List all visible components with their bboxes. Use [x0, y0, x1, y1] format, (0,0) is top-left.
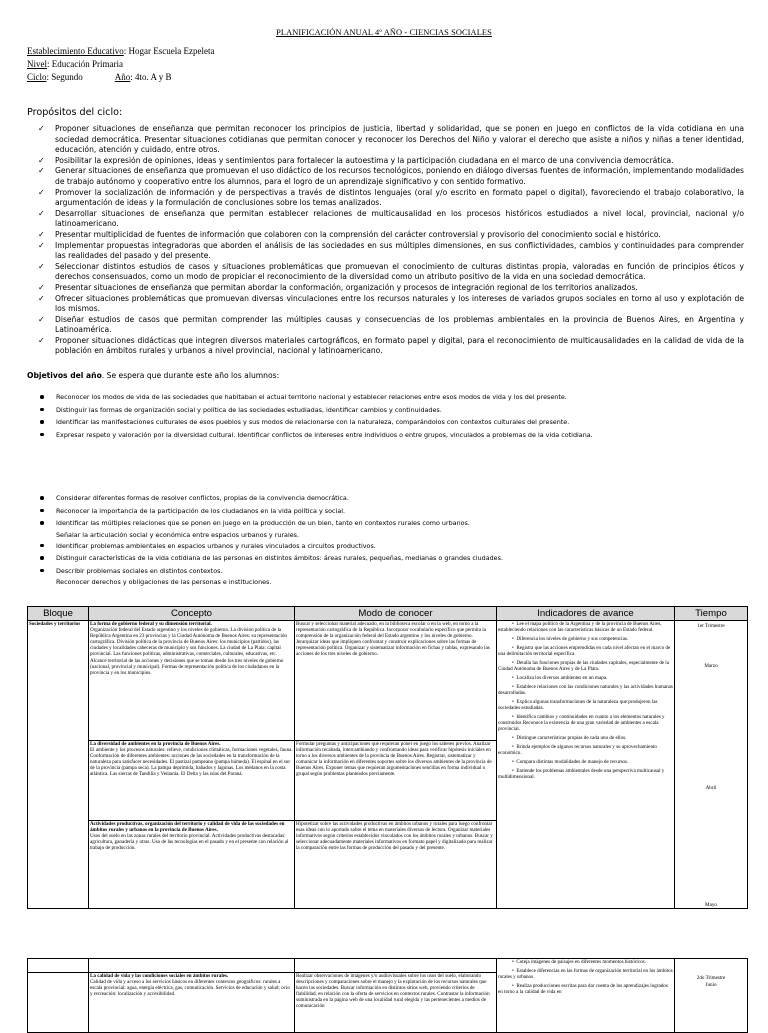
- modo-cell: Realizar observaciones de imágenes y/o audiovisuales sobre los usos del suelo, elaborando descripciones y comparaciones sobre el manejo y la explotación de los recursos naturales que hacen las sociedades. Buscar información en distintos sitios web, proviendo criterios de fiabilidad, en relación con la oferta de servicios en contextos rurales. Contrastar la información suministrada en la página web de una localidad rural elegida y las pertenecientes a medios de comunicación: [295, 973, 497, 1033]
- objectives-list-2: [40, 492, 740, 587]
- planning-table-continued: [27, 958, 748, 1033]
- objectives-heading-rest: . Se espera que durante este año los alumnos:: [101, 371, 280, 380]
- header-bloque: Bloque: [28, 607, 89, 621]
- purpose-item: ✓ Desarrollar situaciones de enseñanza que permitan establecer relaciones de multicausalidad en los procesos históricos estudiados a nivel local, provincial, nacional y/o latinoamericano.: [38, 208, 744, 229]
- bullet-icon: •: [512, 759, 517, 765]
- indicator-item: • Entiende los problemas ambientales desde una perspectiva multicausal y multidimensional.: [498, 768, 665, 780]
- bullet-icon: •: [512, 645, 517, 651]
- purpose-item: ✓ Posibilitar la expresión de opiniones, ideas y sentimientos para fortalecer la autoestima y la participación ciudadana en el marco de una convivencia democrática.: [38, 155, 674, 165]
- indicator-item: • Establece diferencias en las formas de organización territorial en los ámbitos rurales y urbanos.: [498, 968, 673, 980]
- table-row: [28, 959, 748, 973]
- indicator-item: • Registra que las acciones emprendidas en cada nivel afectan en el marco de una delimitación territorial específica.: [498, 645, 671, 657]
- indicator-item: • Detalla las funciones propias de las ciudades capitales, especialmente de la Ciudad Autónoma de Buenos Aires y de La Plata.: [498, 660, 669, 672]
- establecimiento-line: [27, 46, 214, 56]
- bullet-icon: [40, 556, 44, 560]
- ciclo-line: [27, 72, 172, 82]
- concepto-cell: [89, 959, 295, 973]
- indicator-item: • Realiza producciones escritas para dar cuenta de los aprendizajes logrados en torno a la calidad de vida en: [498, 983, 668, 995]
- ciclo-value: : Segundo: [46, 72, 83, 82]
- nivel-line: [27, 59, 123, 69]
- tiempo-cell: [675, 621, 748, 909]
- anio-value: : 4to. A y B: [130, 72, 172, 82]
- tiempo-cell: [675, 959, 748, 1033]
- header-tiempo: Tiempo: [675, 607, 748, 621]
- nivel-value: : Educación Primaria: [47, 59, 123, 69]
- purpose-item: ✓ Presentar situaciones de enseñanza que permitan abordar la conformación, organización y procesos de integración regional de los territorios analizados.: [38, 282, 638, 292]
- bullet-icon: •: [512, 714, 517, 720]
- checkmark-icon: ✓: [38, 293, 45, 303]
- nivel-label: Nivel: [27, 59, 47, 69]
- bullet-icon: [40, 521, 44, 525]
- modo-cell: Buscar y seleccionar material adecuado, en la biblioteca escolar o en la web, en torno a la representación cartográfica de la República. Incorporar vocabulario específico que permita la comprensión de la organización federal del Estado argentino y los niveles de gobierno. Jerarquizar ideas que impliquen confrontar y construir explicaciones sobre las formas de representación política. Organizar y sistematizar información en fichas y tablas, expresando las acciones de los tres niveles de gobierno.: [295, 621, 497, 741]
- modo-cell: Hipotetizar sobre las actividades productivas en ámbitos urbanos y rurales para luego confrontar esas ideas con lo aportado sobre el tema en materiales diversos de lectura. Organizar materiales informativos según criterios establecidos vinculados con los ámbitos rurales y urbanos. Buscar y seleccionar adecuadamente materiales informativos en formato papel y digitalizado para realizar la comparación entre las formas de producción del pasado y del presente.: [295, 821, 497, 909]
- ciclo-label: Ciclo: [27, 72, 47, 82]
- concepto-cell: La calidad de vida y las condiciones sociales en ámbitos rurales. Calidad de vida y acceso a los servicios básicos en diferentes contextos geográficos: rurales a escala provincial: agua, energía eléctrica, gas, comunicación. Servicios de educación y salud; ocio y recreación: localización y accesibilidad.: [89, 973, 295, 1033]
- header-indicadores: Indicadores de avance: [497, 607, 675, 621]
- bullet-icon: [40, 395, 44, 399]
- checkmark-icon: ✓: [38, 240, 45, 250]
- bullet-icon: •: [512, 768, 517, 774]
- anio-label: Año: [114, 72, 131, 82]
- checkmark-icon: ✓: [38, 166, 45, 176]
- purpose-item: ✓ Seleccionar distintos estudios de casos y situaciones problemáticas que promuevan el conocimiento de culturas distintas propia, valoradas en función de principios éticos y derechos consensuados, como un modo de propiciar el reconocimiento de la diversidad como un atributo positivo de la vida en una sociedad democrática.: [38, 261, 744, 282]
- objective-item: Expresar respeto y valoración por la diversidad cultural. Identificar conflictos de intereses entre individuos o entre grupos, vinculados a problemas de la vida cotidiana.: [40, 429, 740, 442]
- concepto-cell: Actividades productivas, organización del territorio y calidad de vida de las sociedades en ámbitos rurales y urbanos en la provincia de Buenos Aires. Usos del suelo en las zonas rurales del territorio provincial. Actividades productivas destacadas: agricultura, ganadería y otras. Uso de las tecnologías en el pasado y en el presente con relación al trabajo de producción.: [89, 821, 295, 909]
- purpose-item: ✓ Proponer situaciones didácticas que integren diversos materiales cartográficos, en formato papel y digital, para el reconocimiento de multicausalidades en la calidad de vida de la población en ámbitos rurales y urbanos a nivel provincial, nacional y latinoamericano.: [38, 335, 744, 356]
- bullet-icon: [40, 569, 44, 573]
- indicator-item: • Compara distintas modalidades de manejo de recursos.: [498, 759, 673, 765]
- bullet-icon: •: [512, 699, 517, 705]
- checkmark-icon: ✓: [38, 282, 45, 292]
- bullet-icon: •: [512, 660, 517, 666]
- objectives-heading: [27, 371, 279, 380]
- modo-cell: [295, 959, 497, 973]
- bullet-icon: [40, 544, 44, 548]
- modo-cell: Formular preguntas y anticipaciones que requieran poner en juego los saberes previos. Analizar información recabada, intercambiando y confrontando ideas para verificar hipótesis iniciales en torno a los diversos ambientes de la provincia de Buenos Aires. Registrar, sistematizar y comunicar la información en diferentes soportes sobre los diversos ambientes de la provincia de Buenos Aires. Exponer temas que requieran argumentaciones sencillas en forma individual o grupal según problemas planteados previamente.: [295, 741, 497, 821]
- purpose-item: ✓ Diseñar estudios de casos que permitan comprender las múltiples causas y consecuencias de los problemas ambientales en la provincia de Buenos Aires, en Argentina y Latinoamérica.: [38, 314, 744, 335]
- indicator-item: • Localiza los diversos ambientes en un mapa.: [498, 675, 673, 681]
- establecimiento-label: Establecimiento Educativo: [27, 46, 124, 56]
- document-title: PLANIFICACIÓN ANUAL 4º AÑO - CIENCIAS SOCIALES: [276, 28, 492, 37]
- indicator-item: • Lee el mapa político de la Argentina y de la provincia de Buenos Aires, estableciendo relaciones con las características básicas de un Estado federal.: [498, 621, 662, 633]
- objective-continuation: Señalar la articulación social y económica entre espacios urbanos y rurales.: [56, 530, 300, 539]
- purpose-item: ✓ Implementar propuestas integradoras que aborden el análisis de las sociedades en sus múltiples dimensiones, en sus conflictividades, cambios y continuidades para comprender las realidades del pasado y del presente.: [38, 240, 744, 261]
- bullet-icon: •: [512, 675, 517, 681]
- indicator-item: • Diferencia los niveles de gobierno y sus competencias.: [498, 636, 673, 642]
- objective-item: Identificar problemas ambientales en espacios urbanos y rurales vinculados a circuitos productivos.: [40, 540, 740, 553]
- header-modo-de-conocer: Modo de conocer: [295, 607, 497, 621]
- objective-item: Identificar las manifestaciones culturales de esos pueblos y sus modos de relacionarse con la naturaleza, comparándolos con contextos culturales del presente.: [40, 416, 740, 429]
- indicadores-cell: [497, 621, 675, 909]
- bullet-icon: •: [512, 744, 517, 750]
- bloque-cell: Sociedades y territorios: [28, 621, 89, 909]
- objective-continuation: Reconocer derechos y obligaciones de las personas e instituciones.: [56, 578, 272, 586]
- bloque-cell: [28, 959, 89, 973]
- tiempo-abril: Abril: [705, 785, 717, 791]
- tiempo-mayo: Mayo: [705, 902, 717, 908]
- concepto-cell: La forma de gobierno federal y su dimensión territorial. Organización federal del Estado argentino y los niveles de gobierno. La división política de la República Argentina en 23 provincias y la Ciudad Autónoma de Buenos Aires: su representación cartográfica. División política de la provincia de Buenos Aires: los municipios (partidos), las ciudades y localidades cabeceras de municipio y sus funciones. La ciudad de La Plata: capital provincial. Las funciones políticas, administrativas, comerciales, culturales, educativas, etc. Alcance territorial de las acciones y decisiones que se toman desde los tres niveles de gobierno (nacional, provincial y municipal). Formas de representación política de los ciudadanos en la provincia y en los municipios.: [89, 621, 295, 741]
- header-concepto: Concepto: [89, 607, 295, 621]
- checkmark-icon: ✓: [38, 187, 45, 197]
- objective-item: Distinguir características de la vida cotidiana de las personas en distintos ámbitos: áreas rurales, pequeñas, medianas o grandes ciudades.: [40, 552, 740, 565]
- checkmark-icon: ✓: [38, 335, 45, 345]
- objective-item: Describir problemas sociales en distintos contextos. Reconocer derechos y obligaciones de las personas e instituciones.: [40, 565, 740, 588]
- checkmark-icon: ✓: [38, 155, 45, 165]
- purposes-heading: Propósitos del ciclo:: [27, 107, 123, 118]
- tiempo-marzo: Marzo: [704, 663, 718, 669]
- purpose-item: ✓ Presentar multiplicidad de fuentes de información que colaboren con la comprensión del carácter controversial y provisorio del conocimiento social e histórico.: [38, 229, 661, 239]
- indicator-item: • Establece relaciones con las condiciones naturales y las actividades humanas desarrolladas.: [498, 684, 673, 696]
- purpose-item: ✓ Proponer situaciones de enseñanza que permitan reconocer los principios de justicia, libertad y solidaridad, que se ponen en juego en conflictos de la vida cotidiana en una sociedad democrática. Presentar situaciones cotidianas que permitan conocer y reconocer los Derechos del Niño y valorar el derecho que asiste a niños y niñas a tener identidad, educación, atención y cuidado, entre otros.: [38, 124, 744, 155]
- concepto-cell: La diversidad de ambientes en la provincia de Buenos Aires. El ambiente y los procesos naturales: relieve, condiciones climáticas, formaciones vegetales, fauna. Conformación de diferentes ambientes: acciones de las sociedades en la transformación de la naturaleza para satisfacer necesidades. El pastizal pampeano (pampa húmeda). El espinal en el sur de la provincia (pampa seca). La pampa deprimida, bañados y lagunas. Los médanos en la costa atlántica. Las sierras de Tandilia y Ventania. El Delta y las islas del Paraná.: [89, 741, 295, 821]
- objective-item: Considerar diferentes formas de resolver conflictos, propias de la convivencia democrática.: [40, 492, 740, 505]
- tiempo-junio: Junio: [705, 982, 717, 988]
- bullet-icon: •: [512, 621, 517, 627]
- establecimiento-value: : Hogar Escuela Ezpeleta: [123, 46, 215, 56]
- purpose-item: ✓ Generar situaciones de enseñanza que promuevan el uso didáctico de los recursos tecnológicos, poniendo en diálogo diversas fuentes de información, implementando modalidades de trabajo autónomo y cooperativo entre los alumnos, para el logro de un aprendizaje significativo y con sentido formativo.: [38, 166, 744, 186]
- bullet-icon: •: [512, 735, 517, 741]
- tiempo-trimestre: 2do Trimestre: [696, 975, 726, 981]
- bullet-icon: [40, 433, 44, 437]
- indicator-item: • Coteja imágenes de paisajes en diferentes momentos históricos.: [498, 959, 673, 965]
- purpose-item: ✓ Promover la socialización de información y de perspectivas a través de distintos lenguajes (oral y/o escrito en formato papel o digital), favoreciendo el trabajo colaborativo, la argumentación de ideas y la formulación de conclusiones sobre los temas analizados.: [38, 187, 744, 208]
- bullet-icon: [40, 509, 44, 513]
- bullet-icon: •: [512, 968, 517, 974]
- checkmark-icon: ✓: [38, 229, 45, 239]
- bullet-icon: •: [512, 636, 517, 642]
- checkmark-icon: ✓: [38, 208, 45, 218]
- table-row: [28, 621, 748, 741]
- purposes-list: [38, 124, 744, 357]
- objective-item: Reconocer los modos de vida de las sociedades que habitaban el actual territorio nacional y establecer relaciones entre esos modos de vida y los del presente.: [40, 391, 740, 404]
- indicator-item: • Brinda ejemplos de algunos recursos naturales y su aprovechamiento económico.: [498, 744, 657, 756]
- objectives-heading-bold: Objetivos del año: [27, 371, 102, 380]
- indicator-item: • Distingue características propias de cada uno de ellos.: [498, 735, 673, 741]
- indicator-item: • Identifica cambios y continuidades en cuanto a los elementos naturales y construidos Reconoce la existencia de una gran variedad de ambientes a escala provincial.: [498, 714, 665, 732]
- purpose-item: ✓ Ofrecer situaciones problemáticas que promuevan diversas vinculaciones entre los recursos naturales y los intereses de variados grupos sociales en torno al uso y explotación de los mismos.: [38, 293, 744, 314]
- tiempo-trimestre: 1er Trimestre: [697, 623, 725, 629]
- bullet-icon: •: [512, 983, 517, 989]
- planning-table: [27, 606, 748, 909]
- objective-item: Distinguir las formas de organización social y política de las sociedades estudiadas, identificar cambios y continuidades.: [40, 404, 740, 417]
- indicadores-cell: [497, 959, 675, 1033]
- checkmark-icon: ✓: [38, 261, 45, 271]
- checkmark-icon: ✓: [38, 124, 45, 133]
- objective-item: Reconocer la importancia de la participación de los ciudadanos en la vida política y social.: [40, 505, 740, 518]
- bullet-icon: •: [512, 684, 517, 690]
- checkmark-icon: ✓: [38, 314, 45, 324]
- indicator-item: • Explica algunas transformaciones de la naturaleza que produjeron las sociedades estudiadas.: [498, 699, 658, 711]
- objectives-list-1: [40, 391, 740, 441]
- bullet-icon: [40, 496, 44, 500]
- bullet-icon: •: [512, 959, 517, 965]
- bullet-icon: [40, 420, 44, 424]
- bullet-icon: [40, 408, 44, 412]
- objective-item: Identificar las múltiples relaciones que se ponen en juego en la producción de un bien, tanto en contextos rurales como urbanos. Señalar la articulación social y económica entre espacios urbanos y rurales.: [40, 517, 740, 540]
